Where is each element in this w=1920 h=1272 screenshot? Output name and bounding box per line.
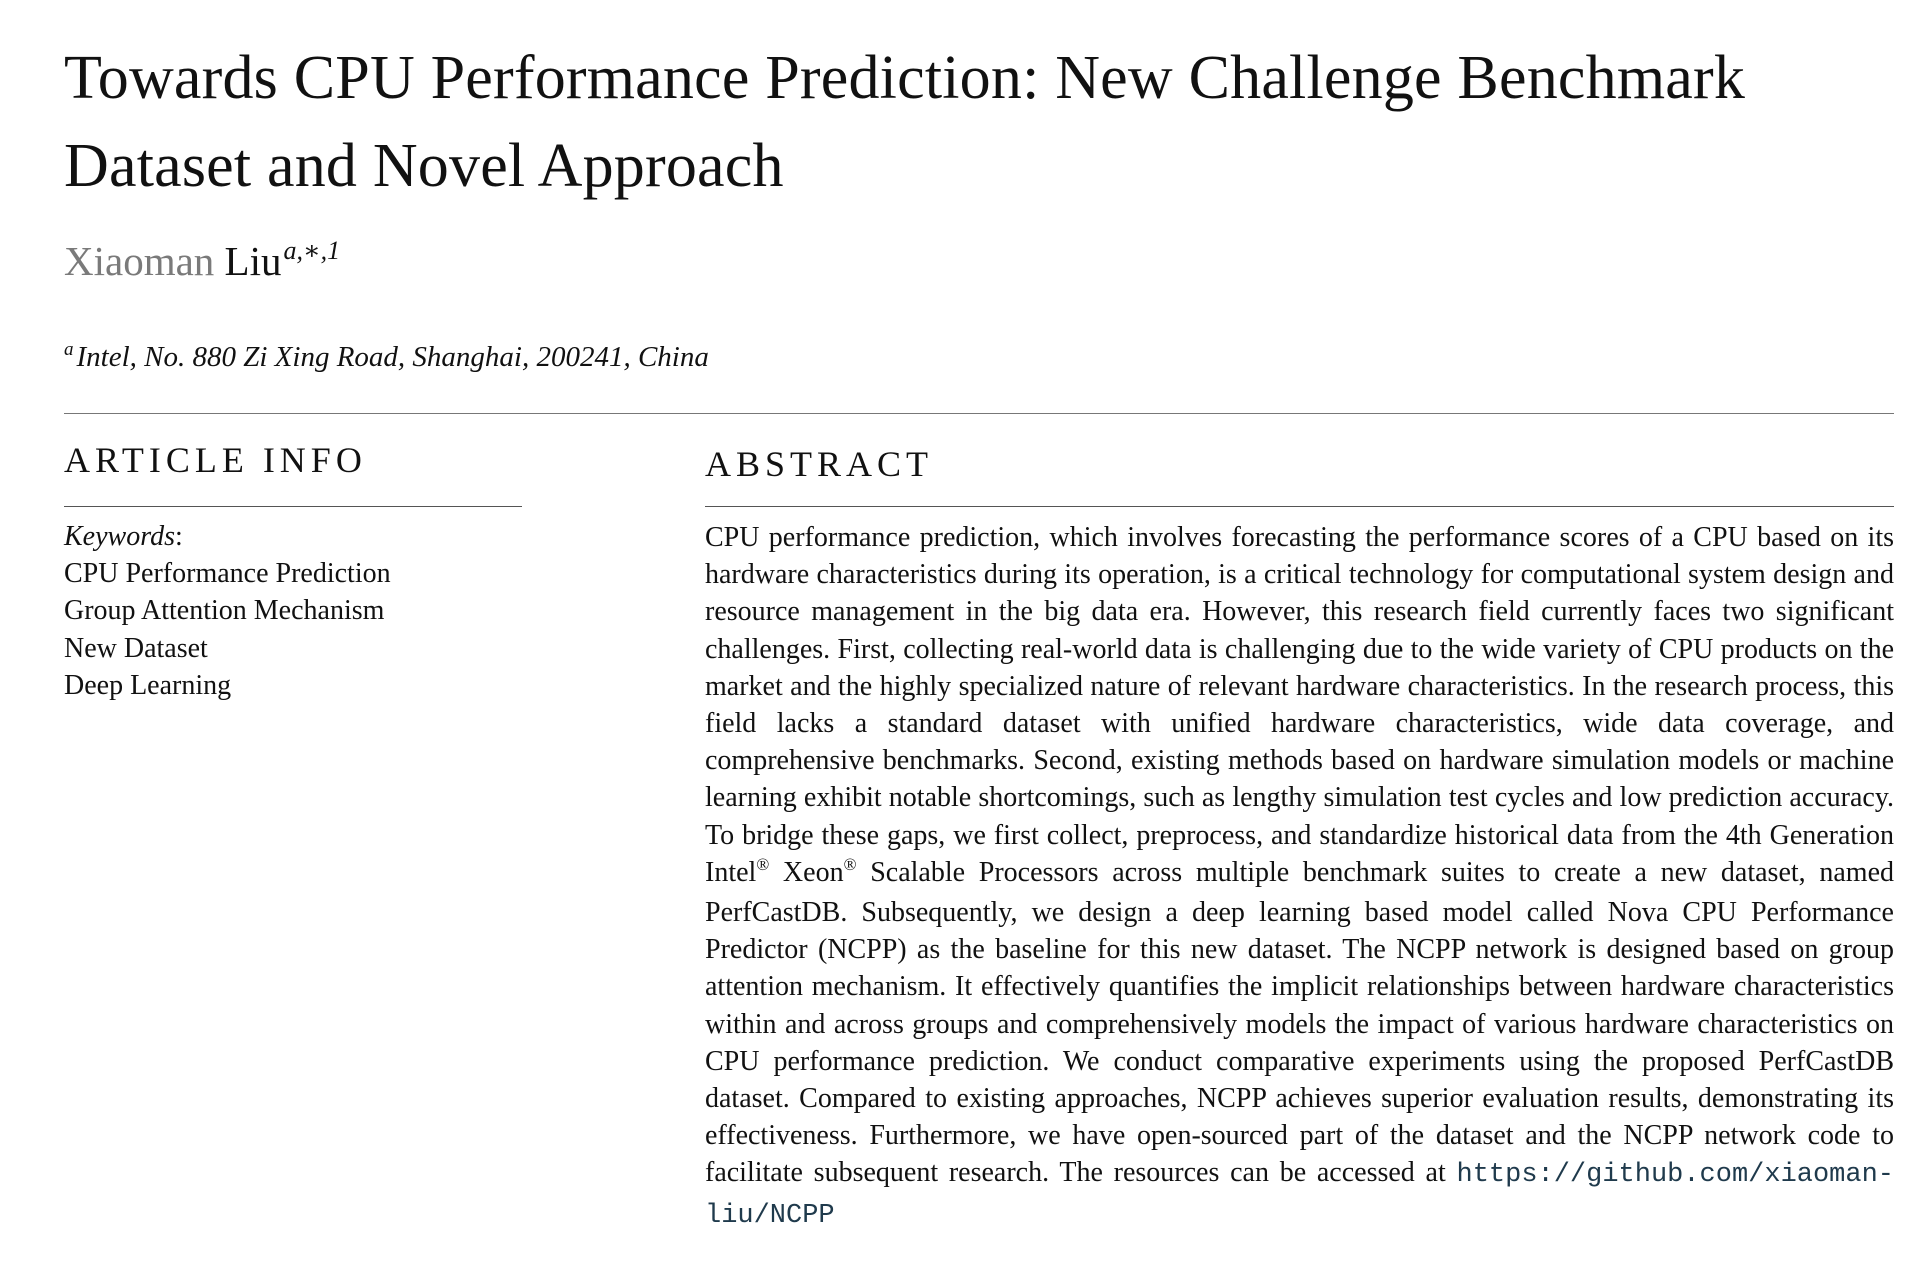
keywords-list [64,555,391,704]
keyword-item: CPU Performance Prediction [64,558,391,590]
resource-link[interactable]: https://github.com/xiaoman-liu/NCPP [705,1160,1894,1231]
header-divider [64,413,1894,414]
keywords-section [64,518,391,704]
affiliation [64,338,709,380]
abstract-text-part2: Xeon [769,856,844,888]
article-info-divider [64,506,522,507]
abstract-divider [705,506,1894,507]
author-marks: a,∗,1 [283,236,341,265]
paper-title: Towards CPU Performance Prediction: New Challenge Benchmark Dataset and Novel Approach [64,44,1746,200]
keyword-item: New Dataset [64,632,208,664]
abstract-body [705,519,1894,1235]
keywords-colon: : [174,521,183,552]
keywords-label: Keywords [64,521,175,552]
affiliation-mark: a [64,339,74,360]
abstract-text-part1: CPU performance prediction, which involves forecasting the performance scores of a CPU based on its hardware characteristics during its operation, is a critical technology for computational system design and resource management in the big data era. However, this research field currently faces two significant challenges. First, collecting real-world data is challenging due to the wide variety of CPU products on the market and the highly specialized nature of relevant hardware characteristics. In the research process, this field lacks a standard dataset with unified hardware characteristics, wide data coverage, and comprehensive benchmarks. Second, existing methods based on hardware simulation models or machine learning exhibit notable shortcomings, such as lengthy simulation test cycles and low prediction accuracy. To bridge these gaps, we first collect, preprocess, and standardize historical data from the 4th Generation Intel [705,522,1894,888]
registered-mark: ® [843,854,857,874]
article-info-heading: ARTICLE INFO [64,440,367,480]
keyword-item: Deep Learning [64,669,232,701]
abstract-heading: ABSTRACT [705,444,934,484]
affiliation-text: Intel, No. 880 Zi Xing Road, Shanghai, 200241, China [76,341,709,373]
registered-mark: ® [756,854,770,874]
abstract-text-part3: Scalable Processors across multiple benchmark suites to create a new dataset, named PerfCastDB. Subsequently, we design a deep learning based model called Nova CPU Performance Predictor (NCPP) as the baseline for this new dataset. The NCPP network is designed based on group attention mechanism. It effectively quantifies the implicit relationships between hardware characteristics within and across groups and comprehensively models the impact of various hardware characteristics on CPU performance prediction. We conduct comparative experiments using the proposed PerfCastDB dataset. Compared to existing approaches, NCPP achieves superior evaluation results, demonstrating its effectiveness. Furthermore, we have open-sourced part of the dataset and the NCPP network code to facilitate subsequent research. The resources can be accessed at [705,856,1894,1189]
author-family-name: Liu [224,238,282,284]
keywords-label-line [64,518,391,555]
author-given-name: Xiaoman [64,238,215,284]
keyword-item: Group Attention Mechanism [64,595,385,627]
author-line [64,236,340,292]
